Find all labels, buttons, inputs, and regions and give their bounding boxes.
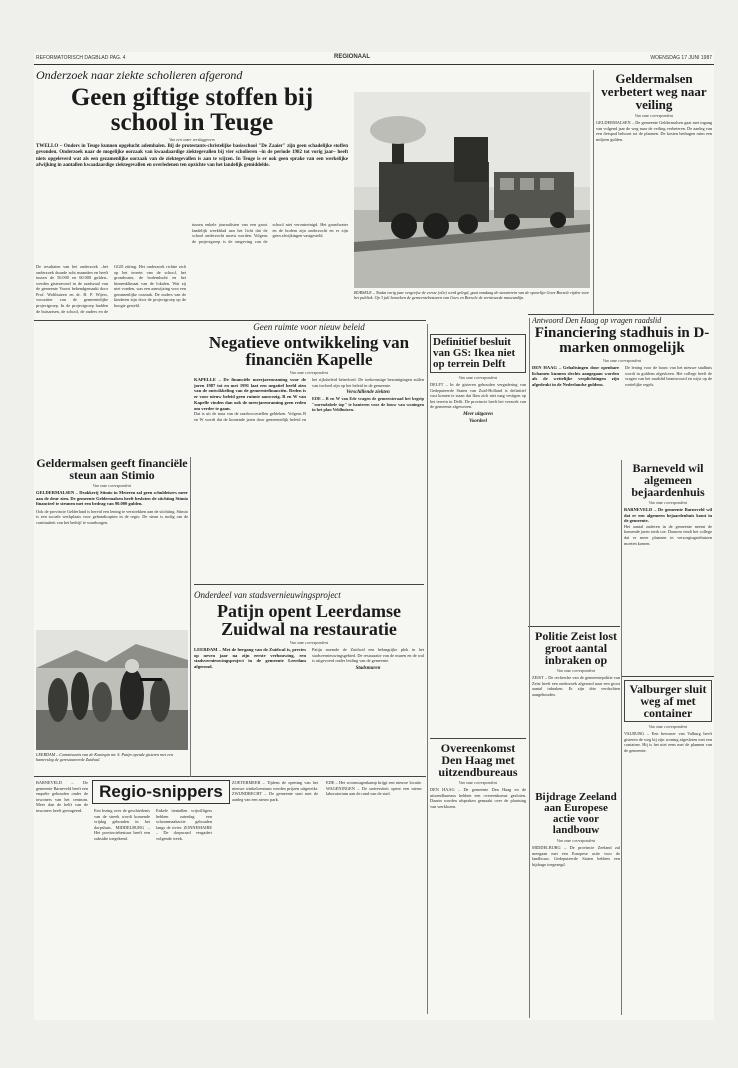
byline: Van onze correspondent [92,483,132,488]
photo-patijn [36,630,188,750]
regio-snippers-section [36,780,426,1016]
article-zeeland [532,792,620,922]
byline: Van een onzer verslaggevers [169,137,215,142]
article-lead: KAPELLE – De financiële meerjarenraming voor de jaren 1987 tot en met 1991 laat een negatief beeld zien van de ontwikkeling van de gemeentefinanciën. Reden is er voor nieuw beleid geen ruimte aanwezig. B en W van Kapelle vinden dan ook de meerjarenraming geen reden om verder te gaan. [194,377,306,411]
byline: Van onze correspondent [289,370,329,375]
article-body: De lening voor de bouw van het nieuwe stadhuis wordt in guldens afgesloten. Het college heeft de vragen van het raadslid beantwoord en wijst op de wettelijke regels. [625,365,712,387]
article-body: Patijn noemde de Zuidwal een belangrijke plek in het stadsvernieuwingsgebied. De restauratie van de muren en de wal is uitgevoerd onder leiding van de gemeente. [312,647,424,664]
article-body: DEN HAAG – De gemeente Den Haag en de uitzendbureaus hebben een overeenkomst gesloten. Daarin worden afspraken gemaakt over de plaatsing van werklozen. [430,787,526,809]
article-headline: Geldermalsen verbetert weg naar veiling [601,72,707,112]
article-kicker: Onderdeel van stadsvernieuwingsproject [194,590,341,600]
divider [622,676,714,677]
article-body: tussen enkele journalisten van een groot landelijk weekblad aan het licht dat de school onderzocht moest worden. Volgens de projectgroep is de omgeving van de school niet verontreinigd. Het grondwater en de bodem zijn onderzocht en er zijn geen afwijkingen vastgesteld. [192,222,348,244]
divider [430,738,526,739]
article-barneveld [624,462,712,672]
article-lead: LEERDAM – Met de hergang van de Zuidwal is, precies op neven jaar na zijn eerste verbouwing, een stadsvernieuwingsproject in de gemeente Leerdam afgerond. [194,647,306,670]
column-rule [621,460,622,1015]
article-headline: Valburger sluit weg af met container [629,682,707,720]
article-body: Het aantal ouderen in de gemeente neemt de komende jaren sterk toe. Daarom vindt het college dat er meer plaatsen in verzorgingstehuizen moeten komen. [624,523,712,546]
article-body: De resultaten van het onderzoek –het onderzoek duurde acht maanden en heeft tussen de 50.000 en 60.000 gulden– werden gisteravond in de raadszaal van de gemeente Voorst bekendgemaakt door Prof. Wolthuizen en dr. B. P. Wijers, voorzitter van de gemeentelijke projectgroep. In de projectgroep hadden de huisartsen, de school, de ouders en de GGD zitting. Het onderzoek richtte zich op het terrein van de school, het grondwater, de bodemlucht en het binnenklimaat van de lokalen. Wat zij niet vonden, was een aanwijzing voor een gezamenlijke oorzaak. De ouders van de kinderen zijn door de projectgroep op de hoogte gesteld. [36,264,186,314]
article-headline: Politie Zeist lost groot aantal inbraken op [535,630,617,667]
article-stadhuis [532,316,712,458]
page-header [34,52,714,65]
article-headline: Geldermalsen geeft financiële steun aan Stimio [36,457,188,482]
photo-caption: LEERDAM – Commissaris van de Koningin mr. S. Patijn opende gisteren met een hamerslag de gerestaureerde Zuidwal. [36,752,174,763]
regio-column-2: Een lezing over de geschiedenis van de streek wordt komende vrijdag gehouden in het dorpshuis. MIDDELBURG – Het provinciebestuur heeft een subsidie toegekend. [94,808,150,841]
article-headline: Definitief besluit van GS: Ikea niet op terrein Delft [433,336,516,370]
column-rule [427,324,428,1014]
patijn-ceremony-image [36,630,188,750]
article-lead: BARNEVELD – De gemeente Barneveld wil dat er een algemeen bejaardenhuis komt in de gemeente. [624,507,712,524]
article-kicker: Antwoord Den Haag op vragen raadslid [532,316,662,325]
article-headline: Overeenkomst Den Haag met uitzendbureaus [438,742,518,779]
regio-column-1: BARNEVELD – De gemeente Barneveld heeft een enquête gehouden onder de inwoners van het centrum. Meer dan de helft van de inwoners heeft gereageerd. [36,780,88,813]
header-section: REGIONAAL [334,54,370,60]
subheading: Stadsmuren [355,665,381,671]
article-overeenkomst [430,742,526,862]
byline: Van onze correspondent [634,113,674,118]
article-headline: Patijn opent Leerdamse Zuidwal na restauratie [217,601,401,639]
article-kapelle [194,322,424,527]
divider [34,776,426,777]
article-lead: TWELLO – Onders in Teuge kunnen opgelucht ademhalen. Bij de protestants-christelijke basisschool "De Zaaier" zijn geen schadelijke stoffen gevonden. Onderzoek naar de mogelijke oorzaak van kwaadaardige ziektegevallen bij vier scholieren –in de periode 1982 tot vorig jaar– heeft niets opgeleverd wat als een gezamenlijke oorzaak van de ziektegevallen is aan te wijzen. In Teuge is er ook geen sprake van een werkelijke afwijking in aantallen kwaadaardige ziektegevallen en overledenen ten opzichte van het landelijk gemiddelde. [36,144,348,168]
column-rule [190,457,191,777]
article-stimio [36,457,188,627]
article-headline: Negatieve ontwikkeling van financiën Kapelle [208,333,410,369]
byline: Van onze correspondent [458,375,498,380]
newspaper-page [34,52,714,1020]
article-body: MIDDELBURG – De provincie Zeeland zal meegaan met een Europese actie voor de landbouw. Gedeputeerde Staten hebben een bijdrage toegezegd. [532,845,620,867]
divider [528,314,714,315]
subheading: Voordeel [468,418,488,424]
article-body: ZEIST – De recherche van de gemeentepolitie van Zeist heeft een onderzoek afgerond naar een groot aantal inbraken. Er zijn drie verdachten aangehouden. [532,675,620,697]
article-valburg [624,680,712,880]
article-headline: Financiering stadhuis in D-marken onmogelijk [534,325,710,356]
divider [528,626,620,627]
article-body: Ook de provincie Gelderland is bereid een lening te verstrekken aan de stichting. Stimio is een sociale werkplaats voor gehandicapten in de regio. De steun is nodig om de continuïteit van het bedrijf te waarborgen. [36,508,188,526]
photo-steam-train [354,92,590,288]
article-geldermalsen-veiling [596,72,712,312]
article-lead: DEN HAAG – Gehaltsingen door openbare lichamen kunnen slechts aangegaan worden als de wettelijke verplichtingen zijn afgedrukt in de Nederlandse guldens. [532,365,619,387]
article-headline: Geen giftige stoffen bij school in Teuge [70,84,314,136]
byline: Van onze correspondent [289,640,329,645]
article-headline: Barneveld wil algemeen bejaardenhuis [631,462,705,499]
byline: Van onze correspondent [458,780,498,785]
article-teuge-body [36,264,186,454]
photo-caption: BORSELE – Nadat vorig jaar vergeefse de eerste (olie) werd gelegd, gaat vandaag de stoomtrein van de spoorlijn Goes-Borsele rijden voor het publiek. Op 3 juli bezoeken de gemeentebesturen van Goes en Borsele de vernieuwde museumlijn. [354,290,590,301]
article-ikea [430,334,526,724]
article-body: VALBURG – Een bewoner van Valburg heeft gisteren de weg bij zijn woning afgesloten met een container. Hij is het niet eens met de plannen van de gemeente. [624,731,712,753]
byline: Van onze correspondent [556,838,596,843]
regio-snippers-banner [92,780,230,804]
subheading: Meer uitgaven [463,411,493,417]
column-rule [529,318,530,1018]
article-headline: Bijdrage Zeeland aan Europese actie voor landbouw [535,792,617,836]
header-left: REFORMATORISCH DAGBLAD PAG. 4 [36,55,126,61]
article-lead: GELDERMALSEN – Drakkerij Stimio in Meteren zal geen schuldeisers meer aan de deur zien. De gemeente Geldermalsen heeft besloten de stichting Stimio financieel te steunen met een bedrag van 90.000 gulden. [36,490,188,507]
article-patijn [194,590,424,800]
header-date: WOENSDAG 17 JUNI 1987 [650,55,712,61]
steam-train-image [354,92,590,288]
article-body: Dat is uit de nota van de raadsvoorstellen gebleken. Volgens B en W wordt dat de komende jaren door gemeentelijk beleid en het rijksbeleid beïnvloed. De toekomstige bezuinigingen zullen van invloed zijn op het beleid in de gemeente. [194,377,424,422]
edit-note: EDE – B en W van Ede vragen de gemeenteraad het begrip "onrendabele top" te hanteren voor de bouw van woningen in het plan Veldhuizen. [312,396,424,413]
article-politie-zeist [532,630,620,780]
article-kicker: Geen ruimte voor nieuw beleid [253,322,365,332]
column-rule [593,70,594,314]
divider [34,320,426,321]
divider [194,584,424,585]
article-kicker: Onderzoek naar ziekte scholieren afgerond [36,68,243,82]
regio-column-5: EDE – Het woonwagenkamp krijgt een nieuwe locatie. WAGENINGEN – De universiteit opent een nieuw laboratorium aan de rand van de stad. [326,780,422,797]
section-title: Regio-snippers [99,782,223,801]
regio-column-4: ZOETERMEER – Tijdens de opening van het nieuwe winkelcentrum werden prijzen uitgereikt. ZWIJNDRECHT – De gemeente start met de aanleg van een nieuw park. [232,780,318,802]
byline: Van onze correspondent [648,500,688,505]
regio-column-3: Enkele tientallen vrijwilligers hebben zaterdag een schoonmaakactie gehouden langs de rivier. ZONNEMAIRE – De dorpsraad vergadert volgende week. [156,808,212,841]
article-body: DELFT – In de gisteren gehouden vergadering van Gedeputeerde Staten van Zuid-Holland is definitief vast komen te staan dat Ikea zich niet mag vestigen op het terrein in Delft. De provincie heeft het verzoek van de gemeente afgewezen. [430,382,526,410]
subheading: Verschillende ziekten [346,390,390,396]
byline: Van onze correspondent [602,358,642,363]
caption-patijn [36,752,188,774]
byline: Van onze correspondent [556,668,596,673]
article-body: GELDERMALSEN – De gemeente Geldermalsen gaat met ingang van volgend jaar de weg naar de veiling verbeteren. De aanleg van een fietspad behoort tot de plannen. De kosten bedragen ruim een miljoen gulden. [596,120,712,142]
byline: Van onze correspondent [648,724,688,729]
